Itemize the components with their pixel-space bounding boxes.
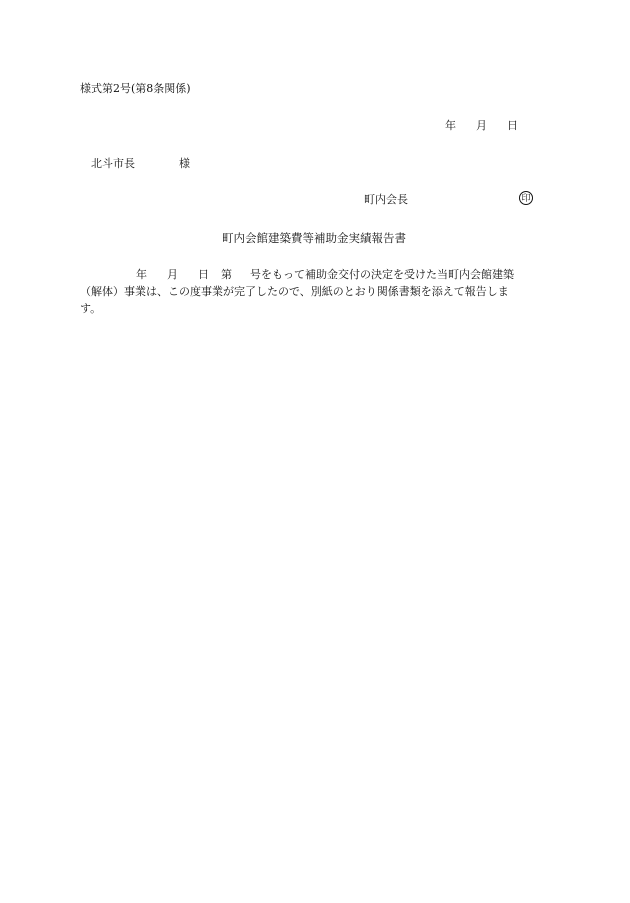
date-month-label: 月 [476, 119, 487, 132]
body-month-label: 月 [167, 268, 178, 281]
recipient-name: 北斗市長 [91, 157, 135, 170]
body-dai-label: 第 [221, 268, 232, 281]
body-line-3: す。 [80, 302, 102, 315]
date-line [445, 119, 518, 133]
body-line-1-rest: 号をもって補助金交付の決定を受けた当町内会館建築 [250, 268, 514, 281]
sender-label: 町内会長 [364, 193, 408, 206]
body-text [80, 266, 552, 317]
date-year-label: 年 [445, 119, 456, 132]
recipient-line [91, 157, 190, 171]
body-line-2: （解体）事業は、この度事業が完了したので、別紙のとおり関係書類を添えて報告しま [80, 285, 509, 298]
body-line-1 [80, 266, 552, 283]
seal-mark: 印 [519, 191, 533, 205]
body-year-label: 年 [136, 268, 147, 281]
recipient-honorific: 様 [179, 157, 190, 170]
form-number: 様式第2号(第8条関係) [80, 82, 191, 95]
body-day-label: 日 [198, 268, 209, 281]
document-title: 町内会館建築費等補助金実績報告書 [222, 231, 406, 245]
date-day-label: 日 [507, 119, 518, 132]
